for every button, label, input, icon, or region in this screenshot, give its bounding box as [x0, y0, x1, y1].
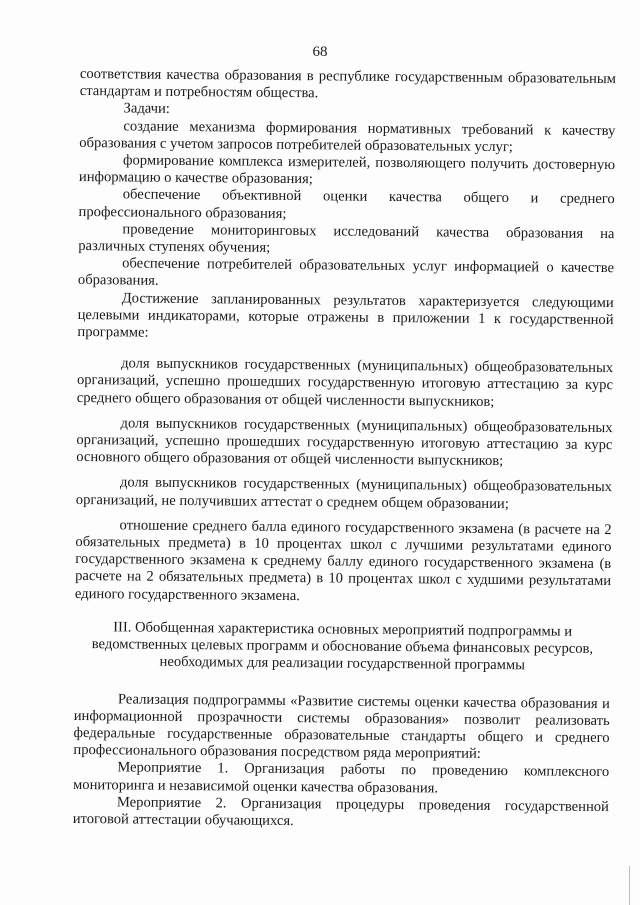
section-title: III. Обобщенная характеристика основных мероприятий подпрограммы и ведомственных целевых программ и обоснование объема финансовых ресурсов, необходимых для реализации государственной программы — [91, 619, 594, 674]
paragraph-goal-continuation: соответствия качества образования в республике государственным образовательным стандартам и потребностям общества. — [79, 66, 616, 102]
activity-item: Мероприятие 1. Организация работы по проведению комплексного мониторинга и независимой оценки качества образования. — [73, 759, 610, 796]
page-number: 68 — [312, 44, 328, 60]
scan-edge-mark — [629, 866, 630, 905]
paragraph-subprogram: Реализация подпрограммы «Развитие системы оценки качества образования и информационной прозрачности системы образования» позволит реализовать федеральные государственные образовательные стандарты общего и среднего профессионального образования посредством ряда мероприятий: — [73, 690, 610, 762]
indicator-item: доля выпускников государственных (муниципальных) общеобразовательных организаций, не получивших аттестат о среднем общем образовании; — [75, 474, 613, 512]
task-item: проведение мониторинговых исследований качества образования на различных ступенях обучения; — [78, 221, 615, 256]
activity-item: Мероприятие 2. Организация процедуры проведения государственной итоговой аттестации обучающихся. — [72, 794, 609, 830]
tasks-heading: Задачи: — [123, 100, 170, 118]
task-item: обеспечение потребителей образовательных услуг информацией о качестве образования. — [77, 255, 615, 290]
indicator-item: доля выпускников государственных (муниципальных) общеобразовательных организаций, успешно прошедших государственную итоговую аттестацию за курс основного общего образования от общей численности выпускников; — [76, 415, 613, 470]
task-item: создание механизма формирования нормативных требований к качеству образования с учетом запросов потребителей образовательных услуг; — [79, 118, 616, 155]
indicator-item: отношение среднего балла единого государственного экзамена (в расчете на 2 обязательных предмета) в 10 процентах школ с лучшими результатами единого государственного экзамена к среднему баллу единого государственного экзамена (в расчете на 2 обязательных предмета) в 10 процентах школ с худшими результатами единого государственного экзамена. — [74, 517, 612, 604]
indicators-intro: Достижение запланированных результатов характеризуется следующими целевыми индикаторами, которые отражены в приложении 1 к государственной программе: — [77, 290, 614, 341]
indicator-item: доля выпускников государственных (муниципальных) общеобразовательных организаций, успешно прошедших государственную итоговую аттестацию за курс среднего общего образования от общей численности выпускников; — [76, 355, 614, 410]
task-item: формирование комплекса измерителей, позволяющего получить достоверную информацию о качестве образования; — [78, 152, 616, 188]
document-body — [73, 66, 616, 833]
task-item: обеспечение объективной оценки качества общего и среднего профессионального образования; — [78, 186, 615, 222]
